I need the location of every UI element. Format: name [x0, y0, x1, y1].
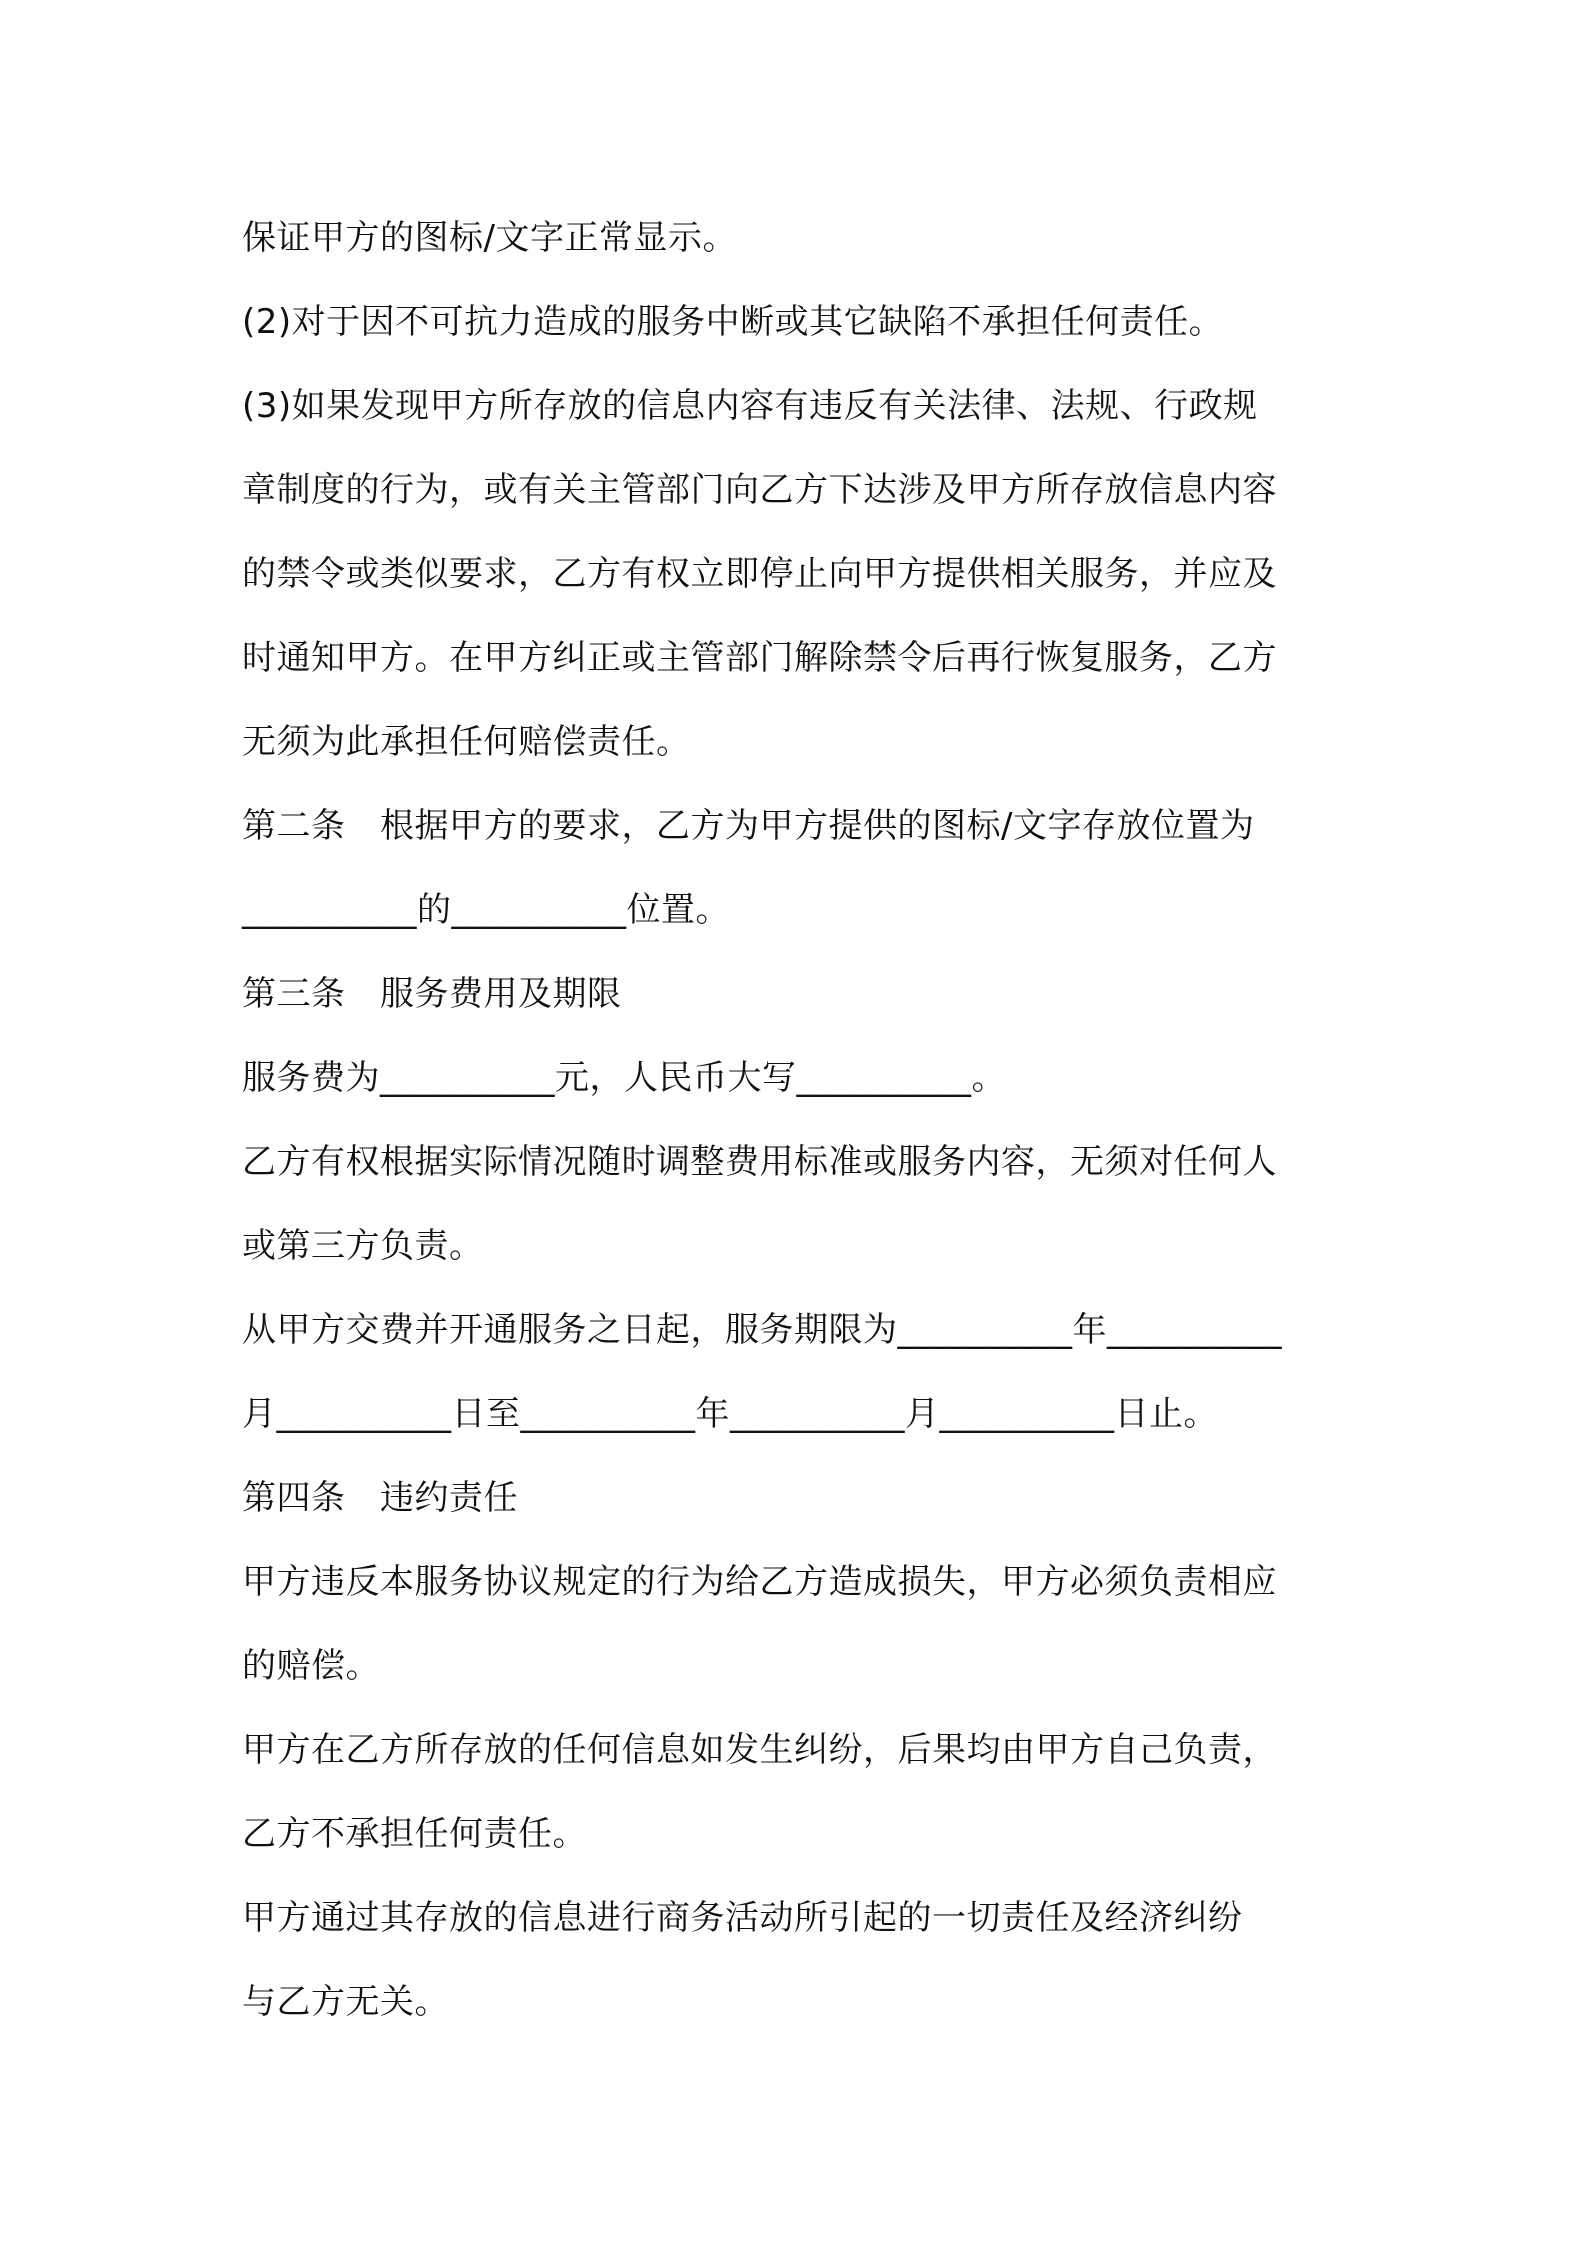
text-line: 章制度的行为，或有关主管部门向乙方下达涉及甲方所存放信息内容 [242, 470, 1277, 510]
text-line: 时通知甲方。在甲方纠正或主管部门解除禁令后再行恢复服务，乙方 [242, 638, 1277, 678]
text-line: 甲方通过其存放的信息进行商务活动所引起的一切责任及经济纠纷 [242, 1898, 1243, 1938]
text-line: __________的__________位置。 [242, 890, 730, 930]
text-line: (3)如果发现甲方所存放的信息内容有违反有关法律、法规、行政规 [242, 386, 1258, 426]
text-line: 甲方在乙方所存放的任何信息如发生纠纷，后果均由甲方自己负责， [242, 1730, 1277, 1770]
text-line: 与乙方无关。 [242, 1982, 449, 2022]
article-heading: 第四条 违约责任 [242, 1478, 518, 1518]
text-line: 的赔偿。 [242, 1646, 380, 1686]
text-line: 乙方不承担任何责任。 [242, 1814, 587, 1854]
text-line: 服务费为__________元，人民币大写__________。 [242, 1058, 1006, 1098]
text-line: 甲方违反本服务协议规定的行为给乙方造成损失，甲方必须负责相应 [242, 1562, 1277, 1602]
text-line: (2)对于因不可抗力造成的服务中断或其它缺陷不承担任何责任。 [242, 302, 1224, 342]
text-line: 乙方有权根据实际情况随时调整费用标准或服务内容，无须对任何人 [242, 1142, 1277, 1182]
text-line: 保证甲方的图标/文字正常显示。 [242, 218, 737, 258]
article-heading: 第三条 服务费用及期限 [242, 974, 622, 1014]
text-line: 或第三方负责。 [242, 1226, 484, 1266]
text-line: 无须为此承担任何赔偿责任。 [242, 722, 691, 762]
text-line: 从甲方交费并开通服务之日起，服务期限为__________年__________ [242, 1310, 1282, 1350]
article-heading: 第二条 根据甲方的要求，乙方为甲方提供的图标/文字存放位置为 [242, 806, 1255, 846]
text-line: 月__________日至__________年__________月__________日止。 [242, 1394, 1218, 1434]
document-body [242, 196, 1362, 2044]
text-line: 的禁令或类似要求，乙方有权立即停止向甲方提供相关服务，并应及 [242, 554, 1277, 594]
